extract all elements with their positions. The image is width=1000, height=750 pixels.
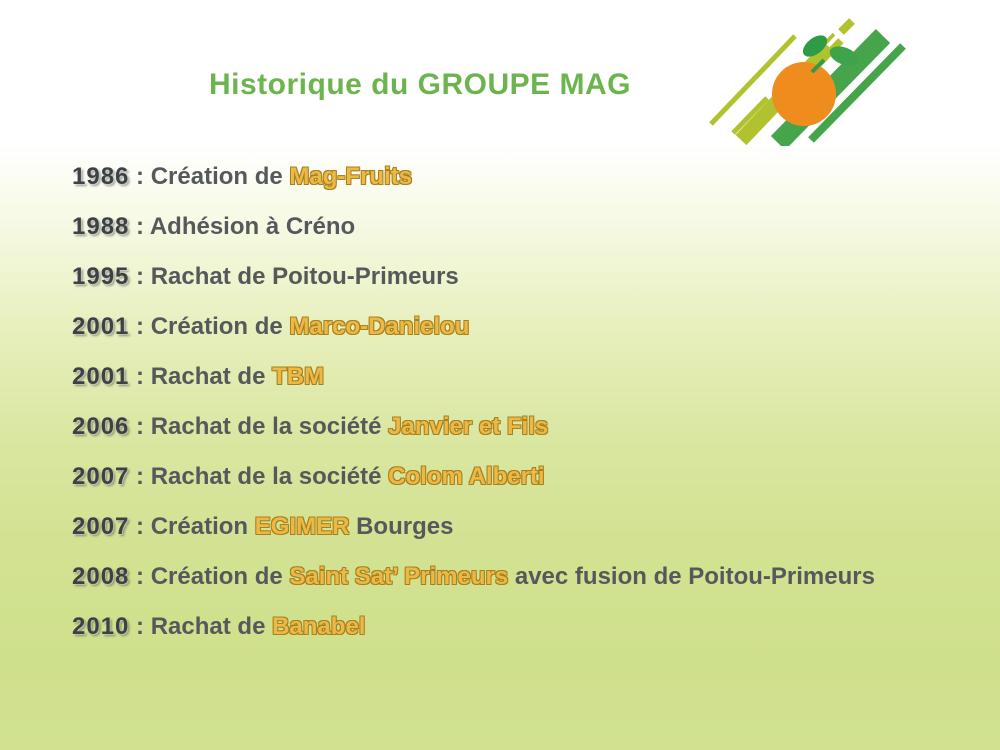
timeline-brand-name: Mag-Fruits [289,163,413,190]
timeline-event-text: : Création de [129,313,290,340]
timeline-event-text: : Rachat de [129,613,273,640]
timeline-year: 2001 [72,363,130,390]
timeline-event-text: : Rachat de la société [129,413,389,440]
timeline-event-suffix: avec fusion de Poitou-Primeurs [508,563,875,590]
timeline-row [72,352,970,402]
timeline-brand-name: Marco-Danielou [289,313,470,340]
timeline-event-text: : Rachat de Poitou-Primeurs [129,263,459,290]
timeline-event-text: : Création de [129,163,290,190]
timeline-event-text: : Rachat de la société [129,463,389,490]
timeline-year: 2007 [72,463,130,490]
timeline-brand-name: Janvier et Fils [388,413,549,440]
timeline-year: 1986 [72,163,130,190]
groupe-mag-logo-icon [703,16,913,146]
timeline-row [72,302,970,352]
timeline-year: 1988 [72,213,130,240]
timeline-brand-name: Colom Alberti [388,463,545,490]
timeline-brand-name: Banabel [272,613,366,640]
timeline-event-text: : Adhésion à Créno [129,213,356,240]
timeline-year: 2006 [72,413,130,440]
timeline-year: 2007 [72,513,130,540]
timeline-year: 2008 [72,563,130,590]
timeline-row [72,202,970,252]
timeline-brand-name: EGIMER [254,513,350,540]
timeline-brand-name: Saint Sat’ Primeurs [289,563,509,590]
timeline-event-suffix: Bourges [349,513,454,540]
timeline-row [72,152,970,202]
timeline-row [72,452,970,502]
timeline-event-text: : Rachat de [129,363,273,390]
timeline-row [72,252,970,302]
timeline-row [72,402,970,452]
timeline-year: 1995 [72,263,130,290]
timeline-event-text: : Création de [129,563,290,590]
timeline-list [72,152,970,652]
timeline-row [72,602,970,652]
timeline-row [72,552,970,602]
timeline-year: 2001 [72,313,130,340]
timeline-brand-name: TBM [272,363,325,390]
timeline-year: 2010 [72,613,130,640]
page-title: Historique du GROUPE MAG [208,68,631,101]
timeline-event-text: : Création [129,513,255,540]
timeline-row [72,502,970,552]
